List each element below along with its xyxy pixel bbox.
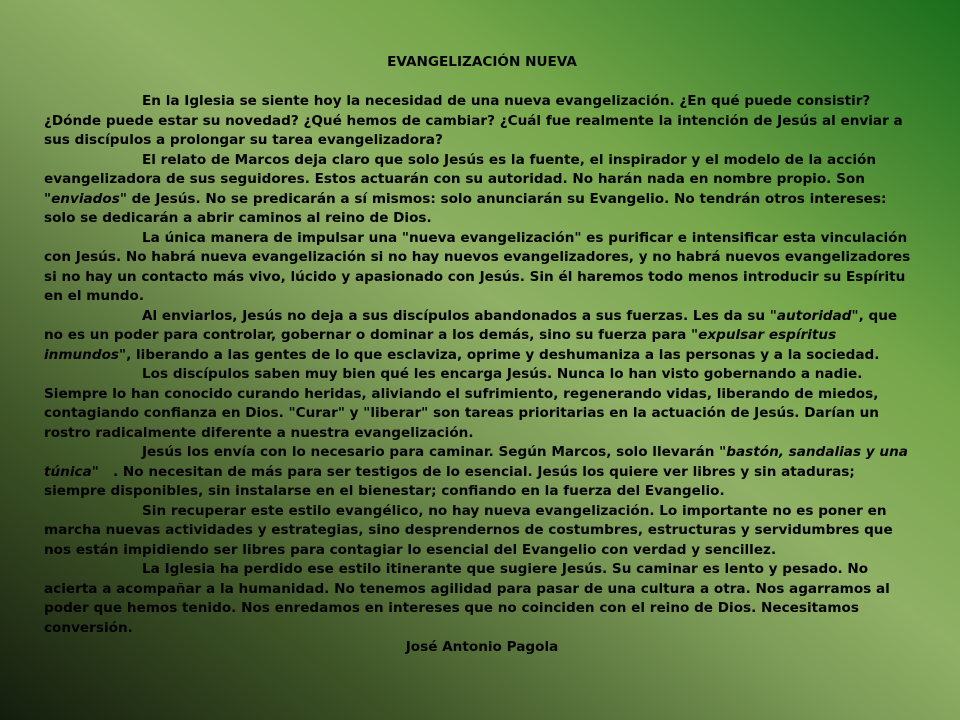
quote-expulsar: "expulsar espíritus inmundos" [44,327,837,363]
paragraph-4-text-c: , liberando a las gentes de lo que esclaviza, oprime y deshumaniza a las personas y a la sociedad. [126,346,880,363]
paragraph-8-emphasis: La Iglesia ha perdido ese estilo itinerante que sugiere Jesús. Su caminar es lento y [142,561,778,577]
paragraph-7: Sin recuperar este estilo evangélico, no hay nueva evangelización. Lo importante no es poner en marcha nuevas actividades y estrategias, sino desprendernos de costumbres, estructuras y servidumbres que nos están impidiendo ser libres para contagiar lo esencial del Evangelio con verdad y sencillez. [44,502,893,558]
paragraph-2 [44,151,920,229]
text-block [44,53,920,658]
paragraph-6-text-b: . No necesitan de más para ser testigos de lo esencial. Jesús los quiere ver libres y sin ataduras; siempre disponibles, sin instalarse en el bienestar; confiando en la fuerza del Evangelio. [44,463,860,499]
paragraph-6-text-a: Jesús los envía con lo necesario para caminar. Según Marcos, solo llevarán [142,444,720,460]
quote-autoridad: "autoridad" [769,307,859,324]
paragraph-4-text-b: , que no es un poder para controlar, gobernar o dominar a los demás, sino su fuerza para [44,307,898,343]
paragraph-4-text-a: Al enviarlos, Jesús no deja a sus discípulos abandonados a sus fuerzas. Les da su [142,307,770,324]
document-title: EVANGELIZACIÓN NUEVA [387,54,577,70]
author-signature: José Antonio Pagola [405,639,559,655]
paragraph-2-text-a: El relato de Marcos deja claro que solo Jesús es la fuente, el inspirador y el modelo de la acción evangelizadora de sus seguidores. Estos actuarán con su autoridad. No harán nada en nombre propio. Son [44,151,877,187]
quote-baston: "bastón, sandalias y una túnica" [44,444,908,480]
paragraph-8 [44,560,920,638]
paragraph-8-text-b: pesado. No acierta a acompañar a la humanidad. No tenemos agilidad para pasar de una cultura a otra. Nos agarramos al poder que hemos tenido. Nos enredamos en intereses que no coinciden con el reino de Dios. Necesitamos conversión. [44,561,890,636]
paragraph-1: En la Iglesia se siente hoy la necesidad de una nueva evangelización. ¿En qué puede consistir? ¿Dónde puede estar su novedad? ¿Qué hemos de cambiar? ¿Cuál fue realmente la intención de Jesús al enviar a sus discípulos a prolongar su tarea evangelizadora? [44,93,903,148]
quote-enviados: "enviados" [44,190,127,207]
paragraph-2-text-b: de Jesús. No se predicarán a sí mismos: solo anunciarán su Evangelio. No tendrán otros intereses: solo se dedicarán a abrir caminos al reino de Dios. [44,190,887,226]
paragraph-3: La única manera de impulsar una "nueva evangelización" es purificar e intensificar esta vinculación con Jesús. No habrá nueva evangelización si no hay nuevos evangelizadores, y no habrá nuevos evangelizadores si no hay un contacto más vivo, lúcido y apasionado con Jesús. Sin él haremos todo menos introducir su Espíritu en el mundo. [44,229,911,304]
paragraph-6 [44,443,920,502]
paragraph-5: Los discípulos saben muy bien qué les encarga Jesús. Nunca lo han visto gobernando a nadie. Siempre lo han conocido curando heridas, aliviando el sufrimiento, regenerando vidas, liberando de miedos, contagiando confianza en Dios. "Curar" y "liberar" son tareas prioritarias en la actuación de Jesús. Darían un rostro radicalmente diferente a nuestra evangelización. [44,366,879,441]
paragraph-4 [44,307,920,366]
